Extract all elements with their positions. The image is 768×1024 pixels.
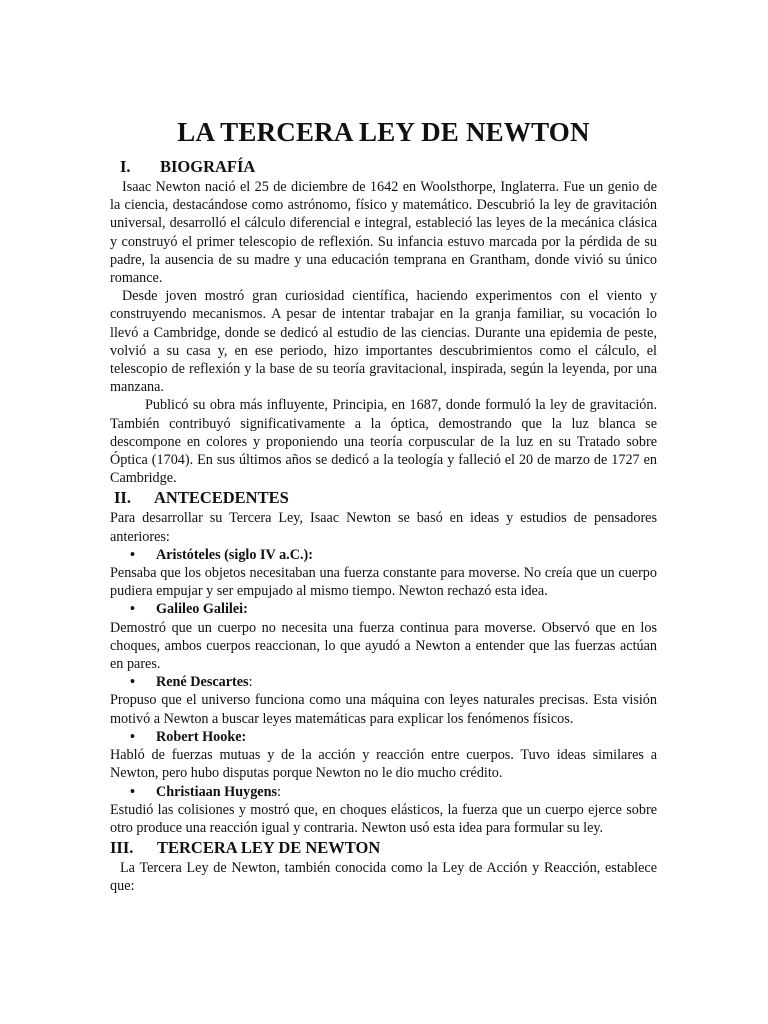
bullet-item [110,673,657,691]
bullet-label: Aristóteles (siglo IV a.C.): [156,546,313,563]
bullet-label: Robert Hooke: [156,728,247,745]
bullet-label: René Descartes [156,674,249,691]
paragraph: Isaac Newton nació el 25 de diciembre de 1642 en Woolsthorpe, Inglaterra. Fue un genio de la ciencia, destacándose como astrónomo, físico y matemático. Descubrió la ley de gravitación universal, desarrolló el cálculo diferencial e integral, estableció las leyes de la mecánica clásica y construyó el primer telescopio de reflexión. Su infancia estuvo marcada por la pérdida de su padre, la ausencia de su madre y una educación temprana en Grantham, donde vivió su único romance. [110,179,657,287]
bullet-item [110,600,657,618]
paragraph: La Tercera Ley de Newton, también conocida como la Ley de Acción y Reacción, establece que: [110,860,657,895]
section-heading-tercera-ley [110,837,657,859]
bullet-label: Galileo Galilei: [156,601,248,618]
section-title: BIOGRAFÍA [160,157,256,176]
section-title: ANTECEDENTES [154,488,289,508]
bullet-item [110,783,657,801]
section-number: III. [110,838,134,858]
bullet-label: Christiaan Huygens [156,783,278,800]
paragraph: Para desarrollar su Tercera Ley, Isaac Newton se basó en ideas y estudios de pensadores anteriores: [110,510,657,545]
paragraph: Propuso que el universo funciona como una máquina con leyes naturales precisas. Esta visión motivó a Newton a buscar leyes matemáticas para explicar los fenómenos físicos. [110,692,657,727]
bullet-icon: • [130,674,135,691]
section-title: TERCERA LEY DE NEWTON [157,838,381,858]
section-heading-antecedentes [110,487,657,509]
section-heading-biografia [110,156,657,178]
document-title: LA TERCERA LEY DE NEWTON [177,117,590,147]
paragraph: Estudió las colisiones y mostró que, en choques elásticos, la fuerza que un cuerpo ejerce sobre otro produce una reacción igual y contraria. Newton usó esta idea para formular su ley. [110,801,657,836]
bullet-icon: • [130,601,135,618]
paragraph: Publicó su obra más influyente, Principia, en 1687, donde formuló la ley de gravitación. También contribuyó significativamente a la óptica, demostrando que la luz blanca se descompone en colores y proponiendo una teoría corpuscular de la luz en su Tratado sobre Óptica (1704). En sus últimos años se dedicó a la teología y falleció el 20 de marzo de 1727 en Cambridge. [110,397,657,487]
paragraph: Habló de fuerzas mutuas y de la acción y reacción entre cuerpos. Tuvo ideas similares a Newton, pero hubo disputas porque Newton no le dio mucho crédito. [110,747,657,782]
bullet-icon: • [130,546,135,563]
paragraph: Demostró que un cuerpo no necesita una fuerza continua para moverse. Observó que en los choques, ambos cuerpos reaccionan, lo que ayudó a Newton a entender que las fuerzas actúan en pares. [110,619,657,673]
bullet-suffix: : [248,674,253,691]
bullet-icon: • [130,728,135,745]
bullet-suffix: : [277,783,281,800]
paragraph: Pensaba que los objetos necesitaban una fuerza constante para moverse. No creía que un cuerpo pudiera empujar y ser empujado al mismo tiempo. Newton rechazó esta idea. [110,565,657,600]
bullet-item [110,728,657,746]
document-page [110,112,657,896]
bullet-item [110,546,657,564]
paragraph: Desde joven mostró gran curiosidad científica, haciendo experimentos con el viento y construyendo mecanismos. A pesar de intentar trabajar en la granja familiar, su vocación lo llevó a Cambridge, donde se dedicó al estudio de las ciencias. Durante una epidemia de peste, volvió a su casa y, en ese periodo, hizo importantes descubrimientos como el cálculo, el telescopio de reflexión y la base de su teoría gravitacional, inspirada, según la leyenda, por una manzana. [110,288,657,396]
bullet-icon: • [130,783,135,800]
section-number: I. [120,157,131,176]
section-number: II. [114,488,131,508]
